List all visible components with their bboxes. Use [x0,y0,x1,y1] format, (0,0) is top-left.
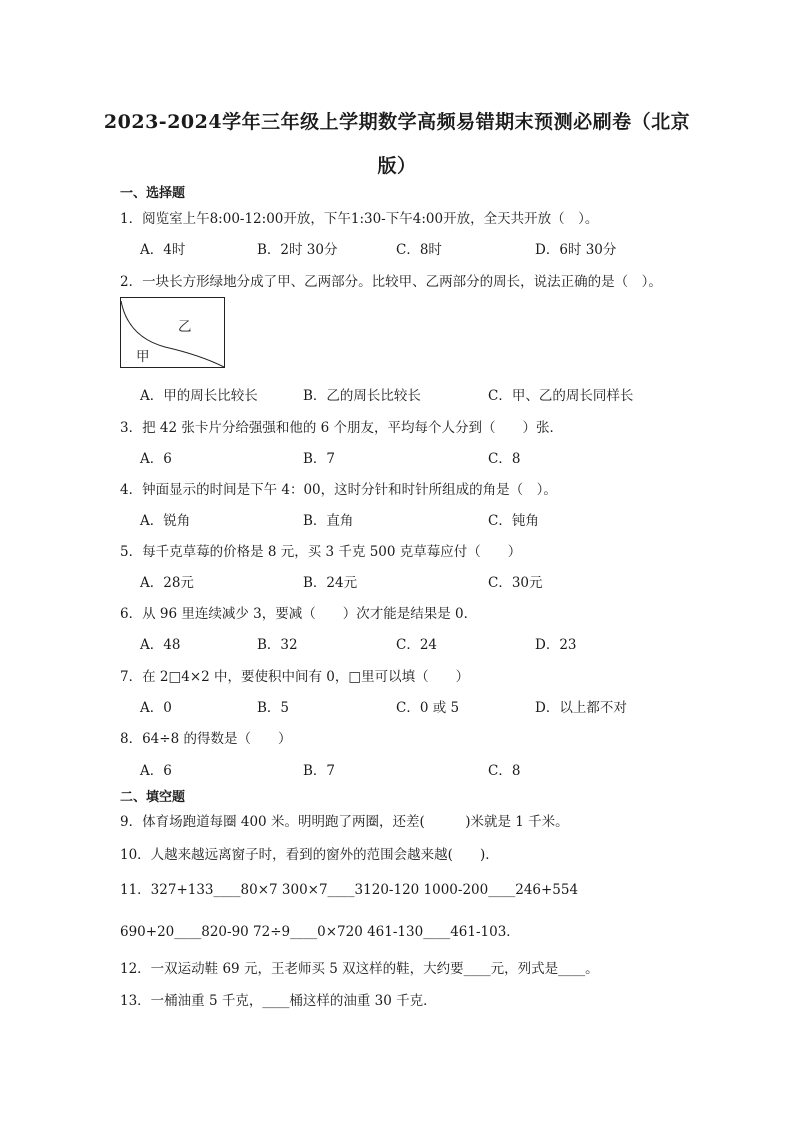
question-5: 5．每千克草莓的价格是 8 元，买 3 千克 500 克草莓应付（ ） [120,544,522,560]
q3-option-c[interactable]: C．8 [488,451,521,467]
rectangle-figure [120,297,226,373]
section-choice-heading: 一、选择题 [120,186,186,201]
question-10: 10．人越来越远离窗子时，看到的窗外的范围会越来越( )． [120,847,499,863]
region-label-jia: 甲 [136,349,150,365]
q7-option-a[interactable]: A．0 [140,700,172,716]
page-title: 2023-2024学年三年级上学期数学高频易错期末预测必刷卷（北京版） [103,111,691,177]
q5-option-c[interactable]: C．30元 [488,575,543,591]
question-6: 6．从 96 里连续减少 3，要减（ ）次才能是结果是 0． [120,606,478,622]
question-12: 12．一双运动鞋 69 元，王老师买 5 双这样的鞋，大约要____元，列式是____。 [120,961,599,977]
q2-option-b[interactable]: B．乙的周长比较长 [303,388,421,404]
q6-option-c[interactable]: C．24 [396,637,438,653]
section-fill-heading: 二、填空题 [120,790,186,805]
q8-option-a[interactable]: A．6 [140,763,172,779]
question-8: 8．64÷8 的得数是（ ） [120,731,292,747]
q6-option-d[interactable]: D．23 [535,637,577,653]
question-11-line-1: 11．327+133____80×7 300×7____3120-120 1000-200____246+554 [120,882,579,898]
q8-option-b[interactable]: B．7 [303,763,336,779]
q6-option-b[interactable]: B．32 [257,637,298,653]
region-label-yi: 乙 [178,319,192,335]
q3-option-a[interactable]: A．6 [140,451,172,467]
q2-option-c[interactable]: C．甲、乙的周长同样长 [488,388,634,404]
q5-option-a[interactable]: A．28元 [140,575,194,591]
question-1: 1．阅览室上午8:00-12:00开放，下午1:30-下午4:00开放，全天共开放（ ）。 [120,211,599,227]
q1-option-d[interactable]: D．6时 30分 [535,242,617,258]
q7-option-d[interactable]: D．以上都不对 [535,700,627,716]
question-7: 7．在 2□4×2 中，要使积中间有 0，□里可以填（ ） [120,669,470,685]
question-4: 4．钟面显示的时间是下午 4：00，这时分针和时针所组成的角是（ ）。 [120,482,557,498]
q4-option-c[interactable]: C．钝角 [488,513,539,529]
q7-option-c[interactable]: C．0 或 5 [396,700,460,716]
q2-option-a[interactable]: A．甲的周长比较长 [140,388,258,404]
question-13: 13．一桶油重 5 千克，____桶这样的油重 30 千克． [120,993,437,1009]
q7-option-b[interactable]: B．5 [257,700,290,716]
question-11-line-2: 690+20____820-90 72÷9____0×720 461-130____461-103． [120,924,520,940]
q4-option-a[interactable]: A．锐角 [140,513,191,529]
question-3: 3．把 42 张卡片分给强强和他的 6 个朋友，平均每个人分到（ ）张． [120,420,564,436]
q3-option-b[interactable]: B．7 [303,451,336,467]
q4-option-b[interactable]: B．直角 [303,513,354,529]
q5-option-b[interactable]: B．24元 [303,575,358,591]
q8-option-c[interactable]: C．8 [488,763,521,779]
question-9: 9．体育场跑道每圈 400 米。明明跑了两圈，还差( )米就是 1 千米。 [120,814,569,830]
q1-option-a[interactable]: A．4时 [140,242,186,258]
q1-option-c[interactable]: C．8时 [396,242,442,258]
q1-option-b[interactable]: B．2时 30分 [257,242,338,258]
q6-option-a[interactable]: A．48 [140,637,181,653]
question-2: 2．一块长方形绿地分成了甲、乙两部分。比较甲、乙两部分的周长，说法正确的是（ ）。 [120,274,662,290]
